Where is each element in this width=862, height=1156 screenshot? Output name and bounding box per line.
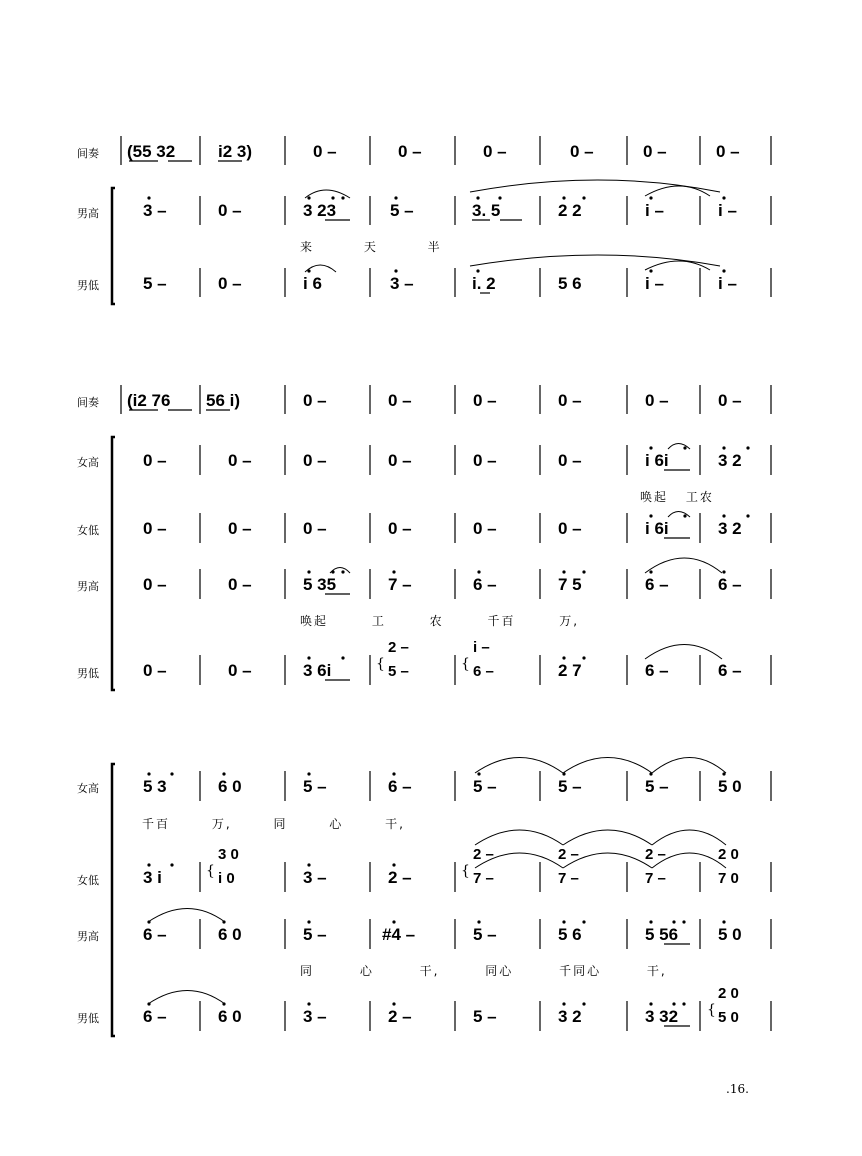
note-group: 6 – <box>645 661 669 680</box>
note-group: 0 – <box>718 391 742 410</box>
bar-lines <box>200 771 771 1031</box>
note-group: 6 – <box>143 925 167 944</box>
note-group: i – <box>718 274 737 293</box>
note-group: 7 – <box>473 870 494 887</box>
system-bracket <box>112 764 115 1036</box>
note-group: 0 – <box>228 575 252 594</box>
note-group: 5 0 <box>718 777 742 796</box>
note-group: 0 – <box>218 201 242 220</box>
note-group: (i2 76 <box>127 391 171 410</box>
part-label-male-high: 男高 <box>77 580 99 593</box>
chord-brace: { <box>707 1002 716 1018</box>
part-label-female-low: 女低 <box>77 874 99 887</box>
note-group: i 6 <box>303 274 322 293</box>
note-group: 0 – <box>303 391 327 410</box>
note-group: i 0 <box>218 870 235 887</box>
note-group: i 6i <box>645 451 669 470</box>
note-group: 3 2 <box>718 451 742 470</box>
part-label-male-low: 男低 <box>77 1012 99 1025</box>
part-label-interlude: 间奏 <box>77 147 99 160</box>
note-group: 6 0 <box>218 925 242 944</box>
note-group: 5 – <box>303 925 327 944</box>
note-group: 0 – <box>228 661 252 680</box>
note-group: i – <box>645 201 664 220</box>
part-label-male-high: 男高 <box>77 207 99 220</box>
note-group: 6 – <box>388 777 412 796</box>
note-group: 2 – <box>388 1007 412 1026</box>
note-group: 0 – <box>388 391 412 410</box>
note-group: 5 6 <box>558 274 582 293</box>
note-group: 5 – <box>390 201 414 220</box>
note-group: 0 – <box>473 391 497 410</box>
note-group: 0 – <box>313 142 337 161</box>
system-bracket <box>112 188 115 304</box>
note-group: 2 – <box>473 846 494 863</box>
note-group: i – <box>718 201 737 220</box>
note-group: #4 – <box>382 925 416 944</box>
chord-brace: { <box>376 656 385 672</box>
note-group: i2 3) <box>218 142 253 161</box>
note-group: 0 – <box>228 451 252 470</box>
system-2-notes <box>127 391 742 680</box>
note-group: 7 5 <box>558 575 582 594</box>
note-group: 0 – <box>473 451 497 470</box>
note-group: 3 2 <box>718 519 742 538</box>
note-group: 0 – <box>483 142 507 161</box>
note-group: 0 – <box>143 451 167 470</box>
note-group: 0 – <box>228 519 252 538</box>
note-group: 0 – <box>218 274 242 293</box>
part-label-female-high: 女高 <box>77 456 99 469</box>
note-group: 3 0 <box>218 846 239 863</box>
lyric-line: 唤起 工 农 千百 万, <box>300 614 580 628</box>
note-group: 0 – <box>645 391 669 410</box>
note-group: 0 – <box>643 142 667 161</box>
note-group: 0 – <box>570 142 594 161</box>
note-group: 5 – <box>473 777 497 796</box>
note-group: 6 – <box>143 1007 167 1026</box>
system-3-notes <box>143 777 742 1026</box>
note-group: 3 32 <box>645 1007 679 1026</box>
note-group: 5 – <box>143 274 167 293</box>
note-group: 3 – <box>143 201 167 220</box>
note-group: 5 0 <box>718 1009 739 1026</box>
chord-brace: { <box>206 863 215 879</box>
note-group: 2 0 <box>718 846 739 863</box>
note-group: 0 – <box>143 575 167 594</box>
system-bracket <box>112 437 115 690</box>
note-group: i 6i <box>645 519 669 538</box>
note-group: 5 – <box>388 663 409 680</box>
note-group: 6 0 <box>218 777 242 796</box>
note-group: 5 35 <box>303 575 337 594</box>
note-group: 0 – <box>398 142 422 161</box>
note-group: 0 – <box>558 519 582 538</box>
part-label-female-low: 女低 <box>77 524 99 537</box>
note-group: 2 – <box>388 639 409 656</box>
note-group: 0 – <box>303 519 327 538</box>
note-group: 6 – <box>718 575 742 594</box>
note-group: 2 7 <box>558 661 582 680</box>
part-label-male-low: 男低 <box>77 279 99 292</box>
note-group: 0 – <box>558 391 582 410</box>
note-group: 3. 5 <box>472 201 501 220</box>
lyric-line: 唤起 工农 <box>640 490 714 504</box>
note-group: 0 – <box>303 451 327 470</box>
note-group: i. 2 <box>472 274 496 293</box>
note-group: 6 – <box>473 575 497 594</box>
note-group: 2 – <box>558 846 579 863</box>
chord-brace: { <box>461 656 470 672</box>
note-group: 0 – <box>388 519 412 538</box>
note-group: 6 0 <box>218 1007 242 1026</box>
note-group: 5 – <box>645 777 669 796</box>
note-group: 0 – <box>143 661 167 680</box>
note-group: (55 32 <box>127 142 176 161</box>
note-group: 7 – <box>645 870 666 887</box>
lyric-line: 来 天 半 <box>300 240 442 254</box>
page-number: .16. <box>726 1082 749 1096</box>
note-group: 5 – <box>473 925 497 944</box>
note-group: 2 2 <box>558 201 582 220</box>
note-group: 6 – <box>645 575 669 594</box>
part-label-female-high: 女高 <box>77 782 99 795</box>
note-group: 7 – <box>558 870 579 887</box>
note-group: 5 – <box>558 777 582 796</box>
note-group: 3 – <box>303 868 327 887</box>
part-label-male-low: 男低 <box>77 667 99 680</box>
system-1-notes <box>127 142 740 293</box>
note-group: 5 0 <box>718 925 742 944</box>
note-group: 5 – <box>303 777 327 796</box>
note-group: 5 6 <box>558 925 582 944</box>
note-group: 5 3 <box>143 777 167 796</box>
note-group: 2 – <box>645 846 666 863</box>
note-group: 5 56 <box>645 925 679 944</box>
part-label-male-high: 男高 <box>77 930 99 943</box>
note-group: i – <box>473 639 490 656</box>
note-group: 0 – <box>558 451 582 470</box>
note-group: 3 23 <box>303 201 337 220</box>
note-group: 56 i) <box>206 391 241 410</box>
note-group: 7 0 <box>718 870 739 887</box>
note-group: 2 0 <box>718 985 739 1002</box>
note-group: 0 – <box>143 519 167 538</box>
note-group: 0 – <box>716 142 740 161</box>
note-group: 6 – <box>473 663 494 680</box>
lyric-line: 同 心 干, 同心 千同心 干, <box>300 964 667 978</box>
note-group: 3 i <box>143 868 162 887</box>
note-group: 3 – <box>390 274 414 293</box>
note-group: 2 – <box>388 868 412 887</box>
note-group: 7 – <box>388 575 412 594</box>
chord-brace: { <box>461 863 470 879</box>
note-group: i – <box>645 274 664 293</box>
note-group: 0 – <box>473 519 497 538</box>
note-group: 3 – <box>303 1007 327 1026</box>
lyric-line: 千百 万, 同 心 干, <box>142 817 405 831</box>
note-group: 0 – <box>388 451 412 470</box>
note-group: 3 2 <box>558 1007 582 1026</box>
note-group: 6 – <box>718 661 742 680</box>
part-label-interlude: 间奏 <box>77 396 99 409</box>
note-group: 3 6i <box>303 661 332 680</box>
note-group: 5 – <box>473 1007 497 1026</box>
